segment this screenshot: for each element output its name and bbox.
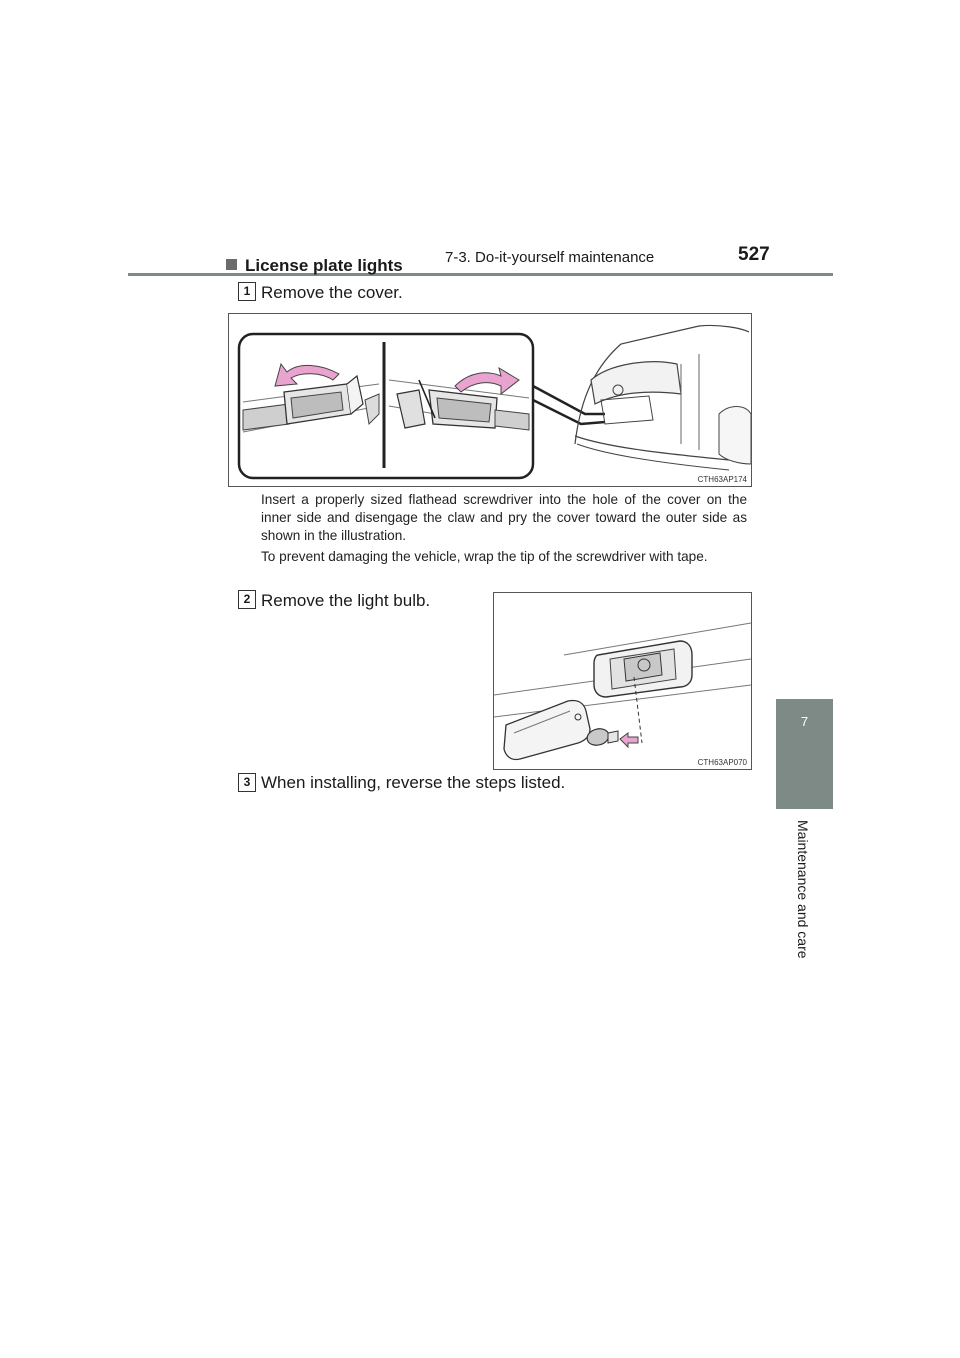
step-badge-2: 2 [238, 590, 256, 609]
chapter-tab-number: 7 [800, 714, 809, 729]
square-bullet-icon [226, 259, 237, 270]
step-1-note-2: To prevent damaging the vehicle, wrap the tip of the screwdriver with tape. [261, 549, 708, 564]
figure-remove-bulb-illustration [494, 593, 751, 769]
figure-code-1: CTH63AP174 [697, 475, 747, 484]
step-badge-3: 3 [238, 773, 256, 792]
section-heading-text: License plate lights [245, 256, 403, 275]
step-badge-1: 1 [238, 282, 256, 301]
page-number: 527 [738, 244, 770, 265]
step-1-text: Remove the cover. [261, 283, 403, 302]
figure-remove-cover-illustration [229, 314, 751, 486]
step-1-note-1: Insert a properly sized flathead screwdriver into the hole of the cover on the inner side and disengage the claw and pry the cover toward the outer side as shown in the illustration. [261, 492, 747, 543]
step-3-text: When installing, reverse the steps listed. [261, 773, 566, 792]
chapter-title: Maintenance and care [795, 820, 811, 959]
section-heading [226, 256, 403, 276]
step-2-text: Remove the light bulb. [261, 591, 431, 610]
running-header-title: 7-3. Do-it-yourself maintenance [445, 249, 655, 266]
figure-remove-cover [228, 313, 752, 487]
figure-remove-bulb [493, 592, 752, 770]
figure-code-2: CTH63AP070 [697, 758, 747, 767]
chapter-tab-label [795, 820, 817, 1030]
